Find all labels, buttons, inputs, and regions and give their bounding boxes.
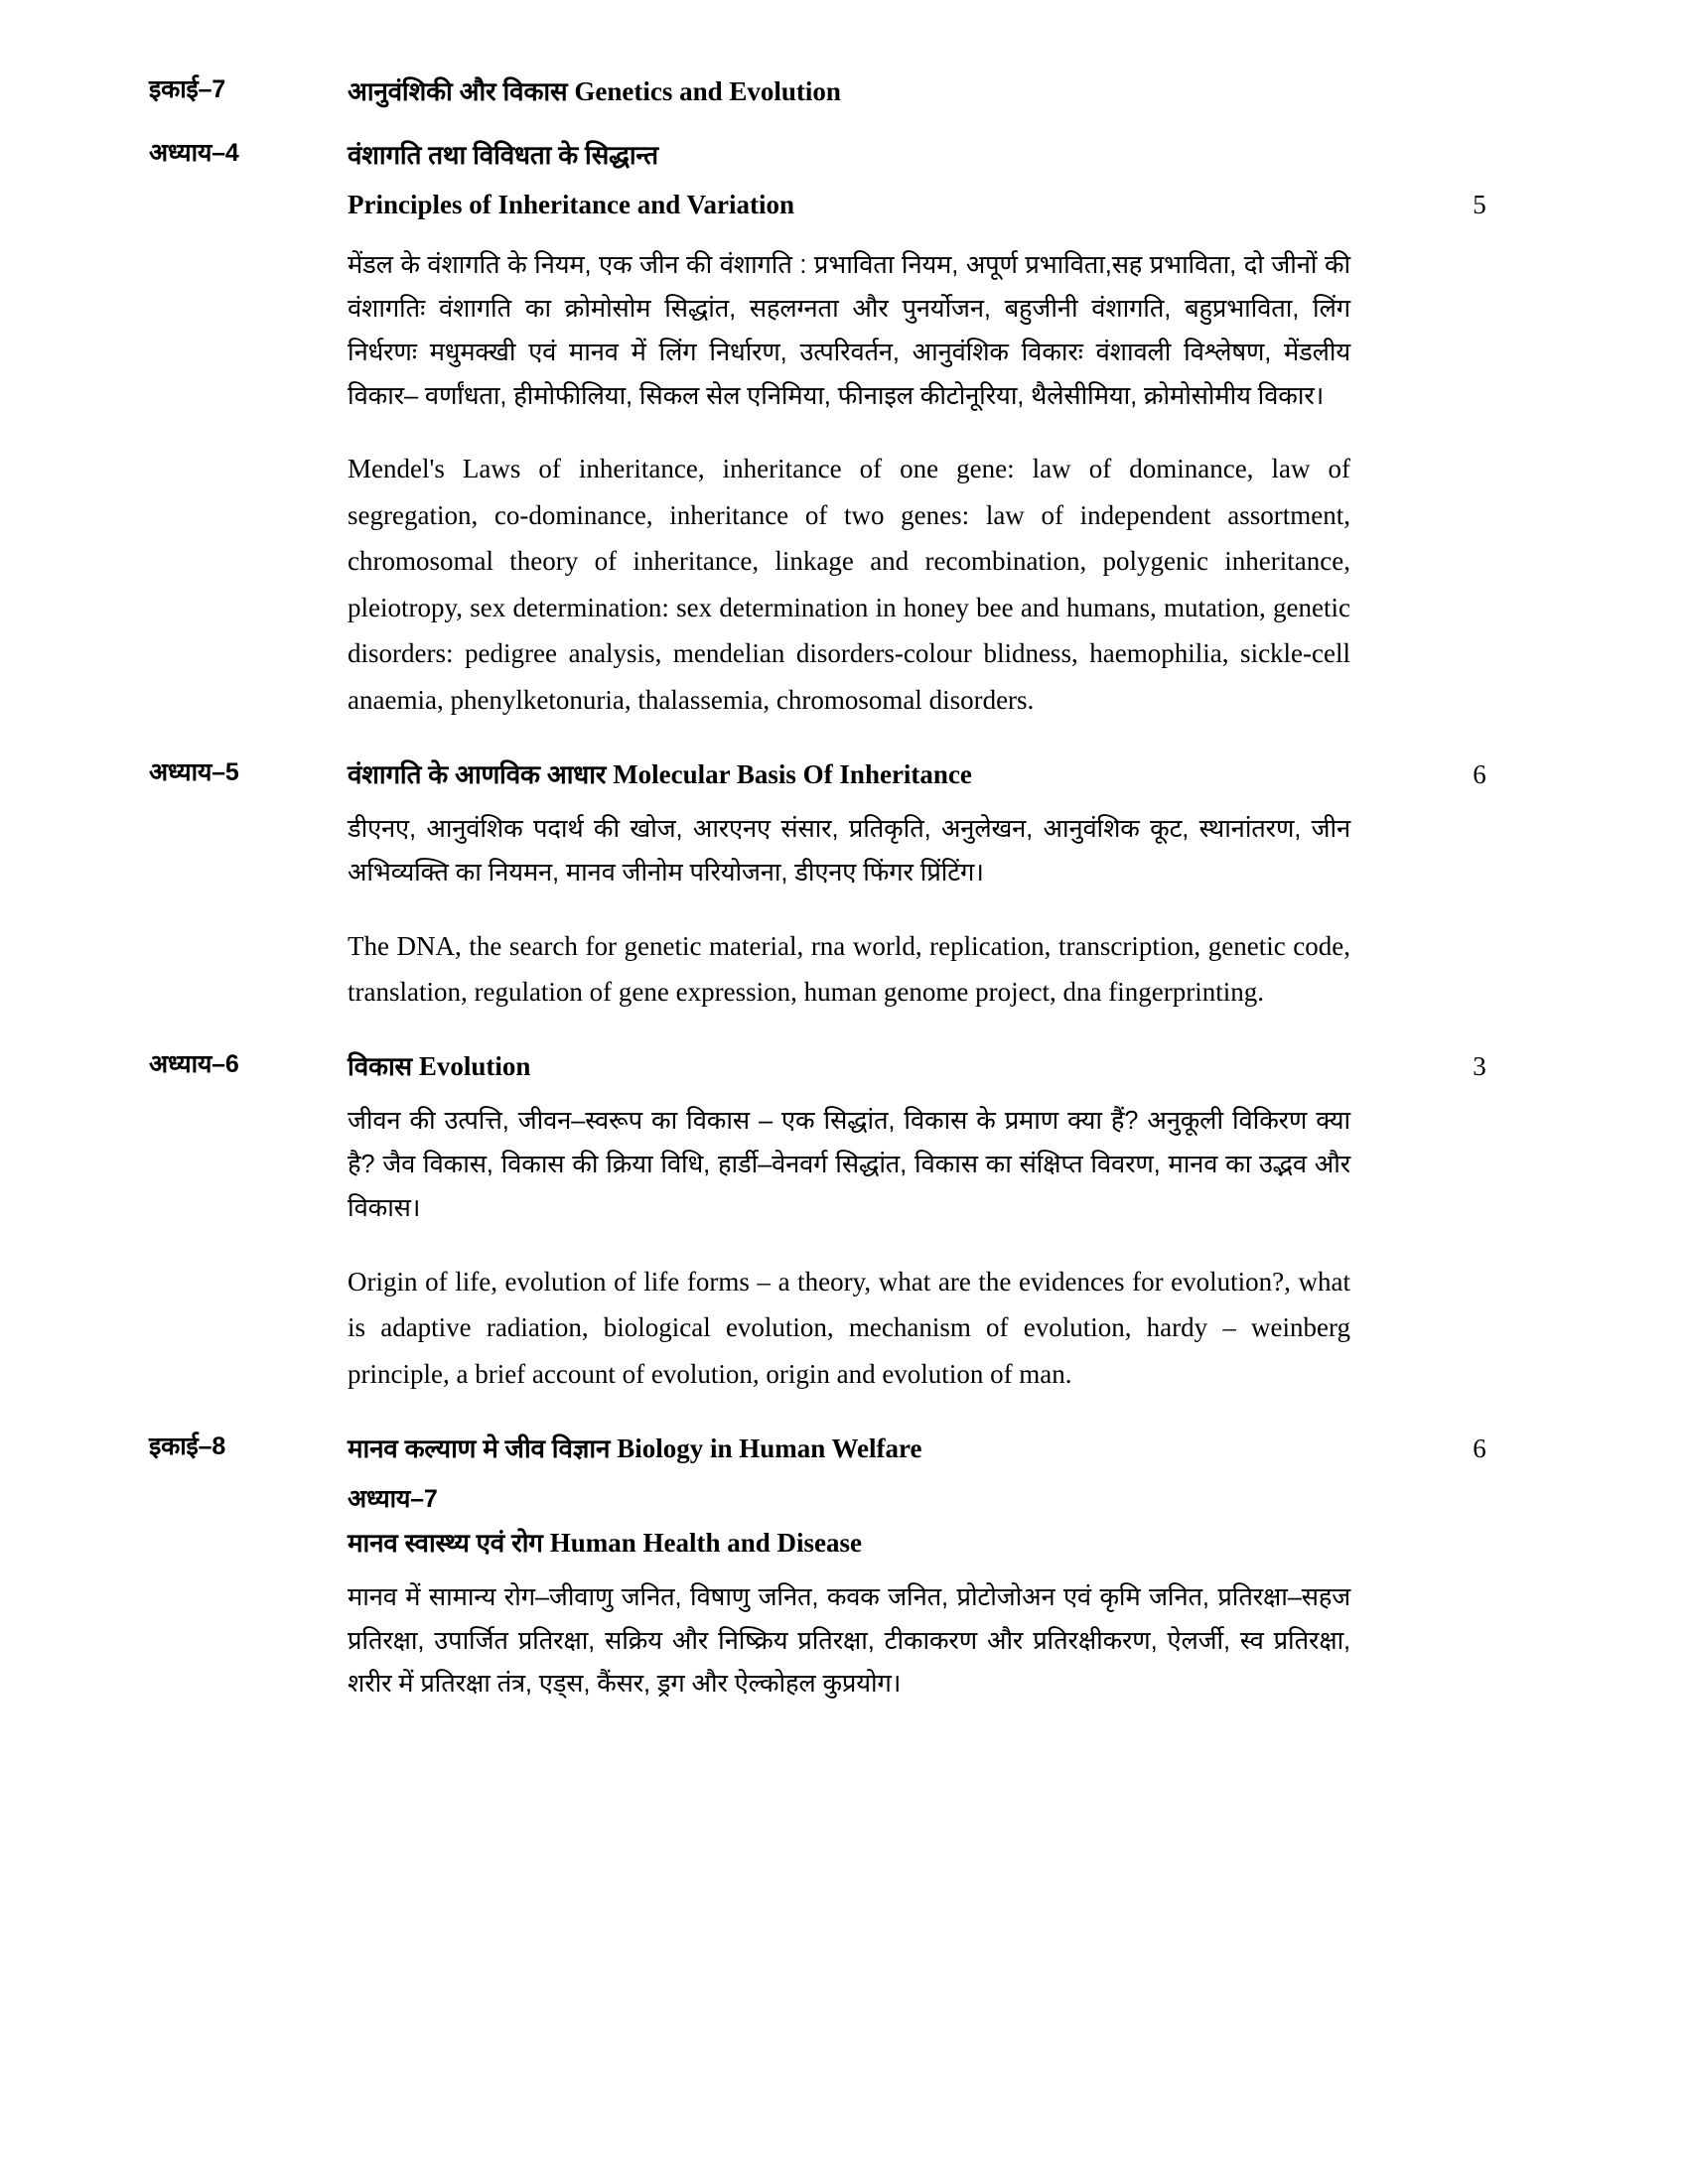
chapter-5-label: अध्याय–5 bbox=[149, 758, 239, 787]
chapter-5-title-english: Molecular Basis Of Inheritance bbox=[613, 759, 972, 790]
chapter-7-heading-block bbox=[348, 1482, 1420, 1563]
chapter-5-pageno: 6 bbox=[1473, 759, 1486, 790]
unit-7-row bbox=[149, 73, 1539, 111]
chapter-7-hindi-para-row bbox=[149, 1576, 1539, 1707]
chapter-4-title-hindi: वंशागति तथा विविधता के सिद्धान्त bbox=[348, 139, 658, 170]
chapter-6-para-hindi: जीवन की उत्पत्ति, जीवन–स्वरूप का विकास – एक सिद्धांत, विकास के प्रमाण क्या हैं? अनुकूली विकिरण क्या है? जैव विकास, विकास की क्रिया विधि, हार्डी–वेनवर्ग सिद्धांत, विकास का संक्षिप्त विवरण, मानव का उद्भव और विकास। bbox=[348, 1107, 1350, 1222]
chapter-4-para-hindi: मेंडल के वंशागति के नियम, एक जीन की वंशागति : प्रभाविता नियम, अपूर्ण प्रभाविता,सह प्रभाविता, दो जीनों की वंशागतिः वंशागति का क्रोमोसोम सिद्धांत, सहलग्नता और पुनर्योजन, बहुजीनी वंशागति, बहुप्रभाविता, लिंग निर्धरणः मधुमक्खी एवं मानव में लिंग निर्धारण, उत्परिवर्तन, आनुवंशिक विकारः वंशावली विश्लेषण, मेंडलीय विकार– वर्णांधता, हीमोफीलिया, सिकल सेल एनिमिया, फीनाइल कीटोनूरिया, थैलेसीमिया, क्रोमोसोमीय विकार। bbox=[348, 250, 1350, 410]
chapter-7-label: अध्याय–7 bbox=[348, 1484, 438, 1513]
unit-7-title-english: Genetics and Evolution bbox=[574, 76, 841, 106]
unit-8-title-english: Biology in Human Welfare bbox=[617, 1433, 922, 1464]
chapter-4-title-english: Principles of Inheritance and Variation bbox=[348, 190, 795, 220]
chapter-5-para-english: The DNA, the search for genetic material, rna world, replication, transcription, genetic code, translation, regulation of gene expression, human genome project, dna fingerprinting. bbox=[348, 930, 1350, 1007]
chapter-4-pageno: 5 bbox=[1473, 189, 1486, 219]
unit-8-title bbox=[348, 1431, 1420, 1468]
chapter-5-row bbox=[149, 756, 1539, 794]
chapter-6-title-hindi: विकास bbox=[348, 1051, 419, 1082]
chapter-5-title-hindi: वंशागति के आणविक आधार bbox=[348, 759, 614, 790]
unit-8-title-hindi: मानव कल्याण मे जीव विज्ञान bbox=[348, 1433, 618, 1464]
chapter-4-english-para-row bbox=[149, 446, 1539, 723]
chapter-6-hindi-para-row bbox=[149, 1100, 1539, 1231]
chapter-7-title-hindi: मानव स्वास्थ्य एवं रोग bbox=[348, 1527, 550, 1558]
unit-7-title bbox=[348, 73, 1420, 111]
chapter-5-para-hindi: डीएनए, आनुवंशिक पदार्थ की खोज, आरएनए संसार, प्रतिकृति, अनुलेखन, आनुवंशिक कूट, स्थानांतरण, जीन अभिव्यक्ति का नियमन, मानव जीनोम परियोजना, डीएनए फिंगर प्रिंटिंग। bbox=[348, 814, 1350, 887]
chapter-7-row bbox=[149, 1482, 1539, 1563]
chapter-4-hindi-para-row bbox=[149, 244, 1539, 418]
chapter-7-para-hindi: मानव में सामान्य रोग–जीवाणु जनित, विषाणु जनित, कवक जनित, प्रोटोजोअन एवं कृमि जनित, प्रतिरक्षा–सहज प्रतिरक्षा, उपार्जित प्रतिरक्षा, सक्रिय और निष्क्रिय प्रतिरक्षा, टीकाकरण और प्रतिरक्षीकरण, ऐलर्जी, स्व प्रतिरक्षा, शरीर में प्रतिरक्षा तंत्र, एड्स, कैंसर, ड्रग और ऐल्कोहल कुप्रयोग। bbox=[348, 1582, 1350, 1699]
chapter-7-title bbox=[348, 1525, 1420, 1563]
chapter-7-title-english: Human Health and Disease bbox=[549, 1527, 863, 1558]
chapter-6-english-para-row bbox=[149, 1259, 1539, 1397]
chapter-6-label: अध्याय–6 bbox=[149, 1050, 239, 1079]
unit-8-label: इकाई–8 bbox=[149, 1433, 226, 1461]
chapter-6-heading-block bbox=[348, 1048, 1420, 1086]
chapter-4-para-english: Mendel's Laws of inheritance, inheritance of one gene: law of dominance, law of segregation, co-dominance, inheritance of two genes: law of independent assortment, chromosomal theory of inheritance, linkage and recombination, polygenic inheritance, pleiotropy, sex determination: sex determination in honey bee and humans, mutation, genetic disorders: pedigree analysis, mendelian disorders-colour blidness, haemophilia, sickle-cell anaemia, phenylketonuria, thalassemia, chromosomal disorders. bbox=[348, 454, 1350, 715]
unit-8-pageno: 6 bbox=[1473, 1433, 1486, 1464]
unit-7-title-hindi: आनुवंशिकी और विकास bbox=[348, 76, 575, 106]
chapter-6-row bbox=[149, 1048, 1539, 1086]
chapter-6-title-english: Evolution bbox=[418, 1051, 531, 1082]
chapter-4-label: अध्याय–4 bbox=[149, 138, 239, 167]
chapter-5-hindi-para-row bbox=[149, 808, 1539, 895]
chapter-5-heading-block bbox=[348, 756, 1420, 794]
unit-7-label: इकाई–7 bbox=[149, 75, 226, 103]
chapter-4-row bbox=[149, 137, 1539, 224]
unit-8-row bbox=[149, 1431, 1539, 1468]
chapter-6-pageno: 3 bbox=[1473, 1051, 1486, 1082]
chapter-5-english-para-row bbox=[149, 923, 1539, 1016]
chapter-6-para-english: Origin of life, evolution of life forms – a theory, what are the evidences for evolution?, what is adaptive radiation, biological evolution, mechanism of evolution, hardy – weinberg principle, a brief account of evolution, origin and evolution of man. bbox=[348, 1266, 1350, 1389]
chapter-4-heading-block bbox=[348, 137, 1420, 224]
